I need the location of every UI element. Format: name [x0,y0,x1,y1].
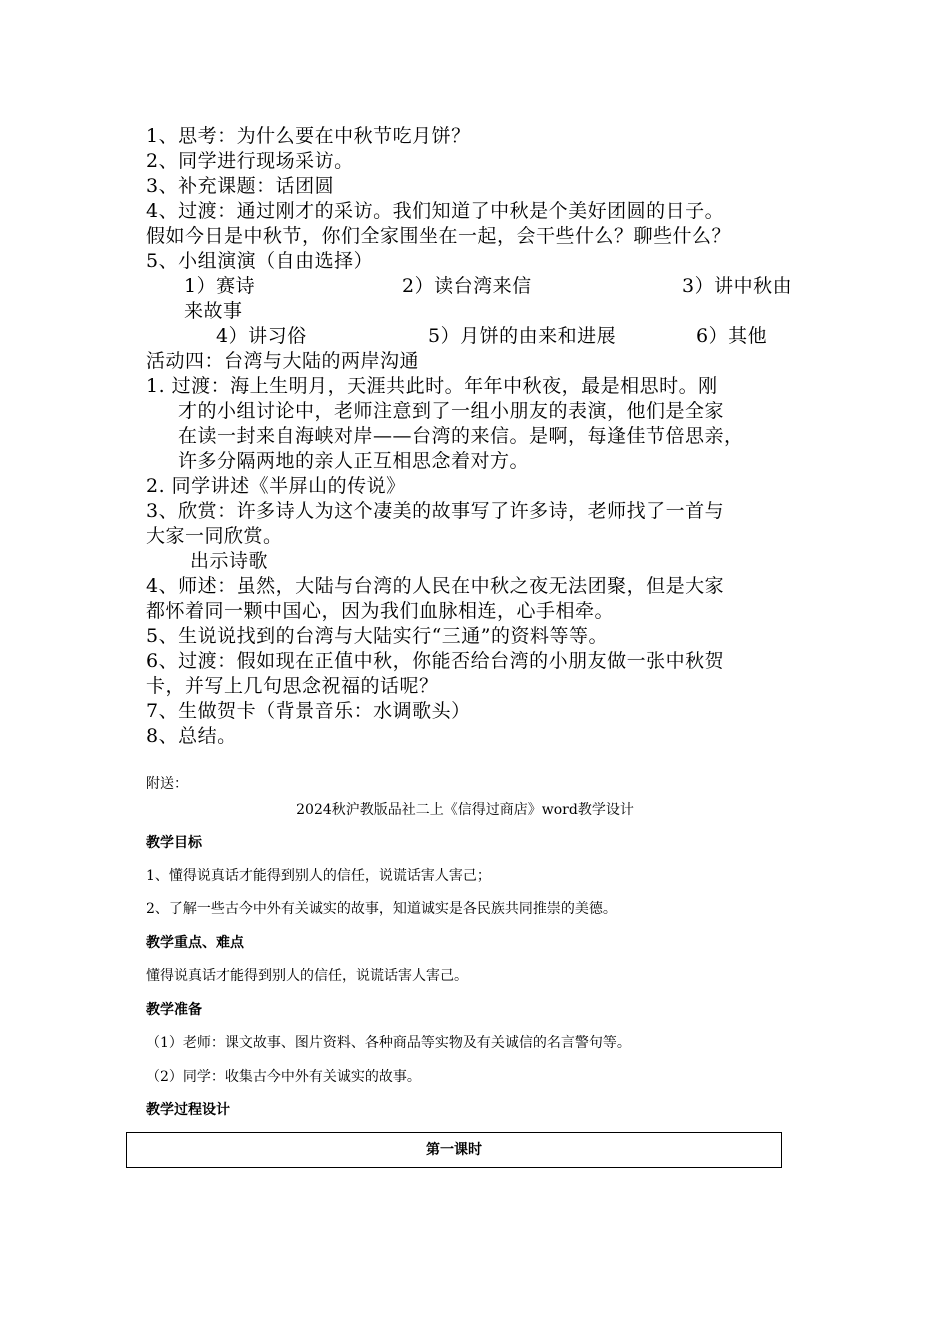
paragraph-1-line-1: 1. 过渡：海上生明月，天涯共此时。年年中秋夜，最是相思时。刚 [146,375,718,397]
appendix-label: 附送： [146,776,188,792]
option-4: 4）讲习俗 [216,325,307,347]
paragraph-3-line-3: 出示诗歌 [190,550,269,572]
preparation-item-1: （1）老师：课文故事、图片资料、各种商品等实物及有关诚信的名言警句等。 [146,1035,631,1051]
preparation-item-2: （2）同学：收集古今中外有关诚实的故事。 [146,1069,421,1085]
line-5: 假如今日是中秋节，你们全家围坐在一起，会干些什么？聊些什么？ [146,225,732,247]
line-2: 2、同学进行现场采访。 [146,150,354,172]
paragraph-1-line-2: 才的小组讨论中，老师注意到了一组小朋友的表演，他们是全家 [178,400,725,422]
option-3-continued: 来故事 [184,300,243,322]
paragraph-2: 2. 同学讲述《半屏山的传说》 [146,475,406,497]
appendix-title: 2024秋沪教版品社二上《信得过商店》word教学设计 [296,802,634,818]
option-6: 6）其他 [696,325,768,347]
paragraph-6-line-2: 卡，并写上几句思念祝福的话呢？ [146,675,439,697]
table-header-first-lesson: 第一课时 [426,1142,482,1158]
paragraph-3-line-2: 大家一同欣赏。 [146,525,283,547]
section-heading-process: 教学过程设计 [146,1102,230,1118]
goal-item-2: 2、了解一些古今中外有关诚实的故事，知道诚实是各民族共同推崇的美德。 [146,901,617,917]
paragraph-4-line-2: 都怀着同一颗中国心，因为我们血脉相连，心手相牵。 [146,600,615,622]
key-point-text: 懂得说真话才能得到别人的信任，说谎话害人害己。 [146,968,468,984]
option-3: 3）讲中秋由 [682,275,793,297]
paragraph-5: 5、生说说找到的台湾与大陆实行“三通”的资料等等。 [146,625,609,647]
section-heading-key-points: 教学重点、难点 [146,935,244,951]
paragraph-7: 7、生做贺卡（背景音乐：水调歌头） [146,700,471,722]
option-2: 2）读台湾来信 [402,275,532,297]
paragraph-8: 8、总结。 [146,725,237,747]
activity-4-heading: 活动四：台湾与大陆的两岸沟通 [146,350,420,372]
section-heading-goals: 教学目标 [146,835,202,851]
paragraph-1-line-4: 许多分隔两地的亲人正互相思念着对方。 [178,450,530,472]
line-1: 1、思考：为什么要在中秋节吃月饼？ [146,125,471,147]
line-4: 4、过渡：通过刚才的采访。我们知道了中秋是个美好团圆的日子。 [146,200,725,222]
paragraph-1-line-3: 在读一封来自海峡对岸——台湾的来信。是啊，每逢佳节倍思亲， [178,425,744,447]
paragraph-4-line-1: 4、师述：虽然，大陆与台湾的人民在中秋之夜无法团聚，但是大家 [146,575,725,597]
option-1: 1）赛诗 [184,275,256,297]
line-3: 3、补充课题：话团圆 [146,175,335,197]
line-6: 5、小组演演（自由选择） [146,250,374,272]
paragraph-6-line-1: 6、过渡：假如现在正值中秋，你能否给台湾的小朋友做一张中秋贺 [146,650,725,672]
section-heading-preparation: 教学准备 [146,1002,202,1018]
goal-item-1: 1、懂得说真话才能得到别人的信任，说谎话害人害己； [146,868,491,884]
option-5: 5）月饼的由来和进展 [428,325,617,347]
lesson-table [126,1132,782,1168]
paragraph-3-line-1: 3、欣赏：许多诗人为这个凄美的故事写了许多诗，老师找了一首与 [146,500,725,522]
